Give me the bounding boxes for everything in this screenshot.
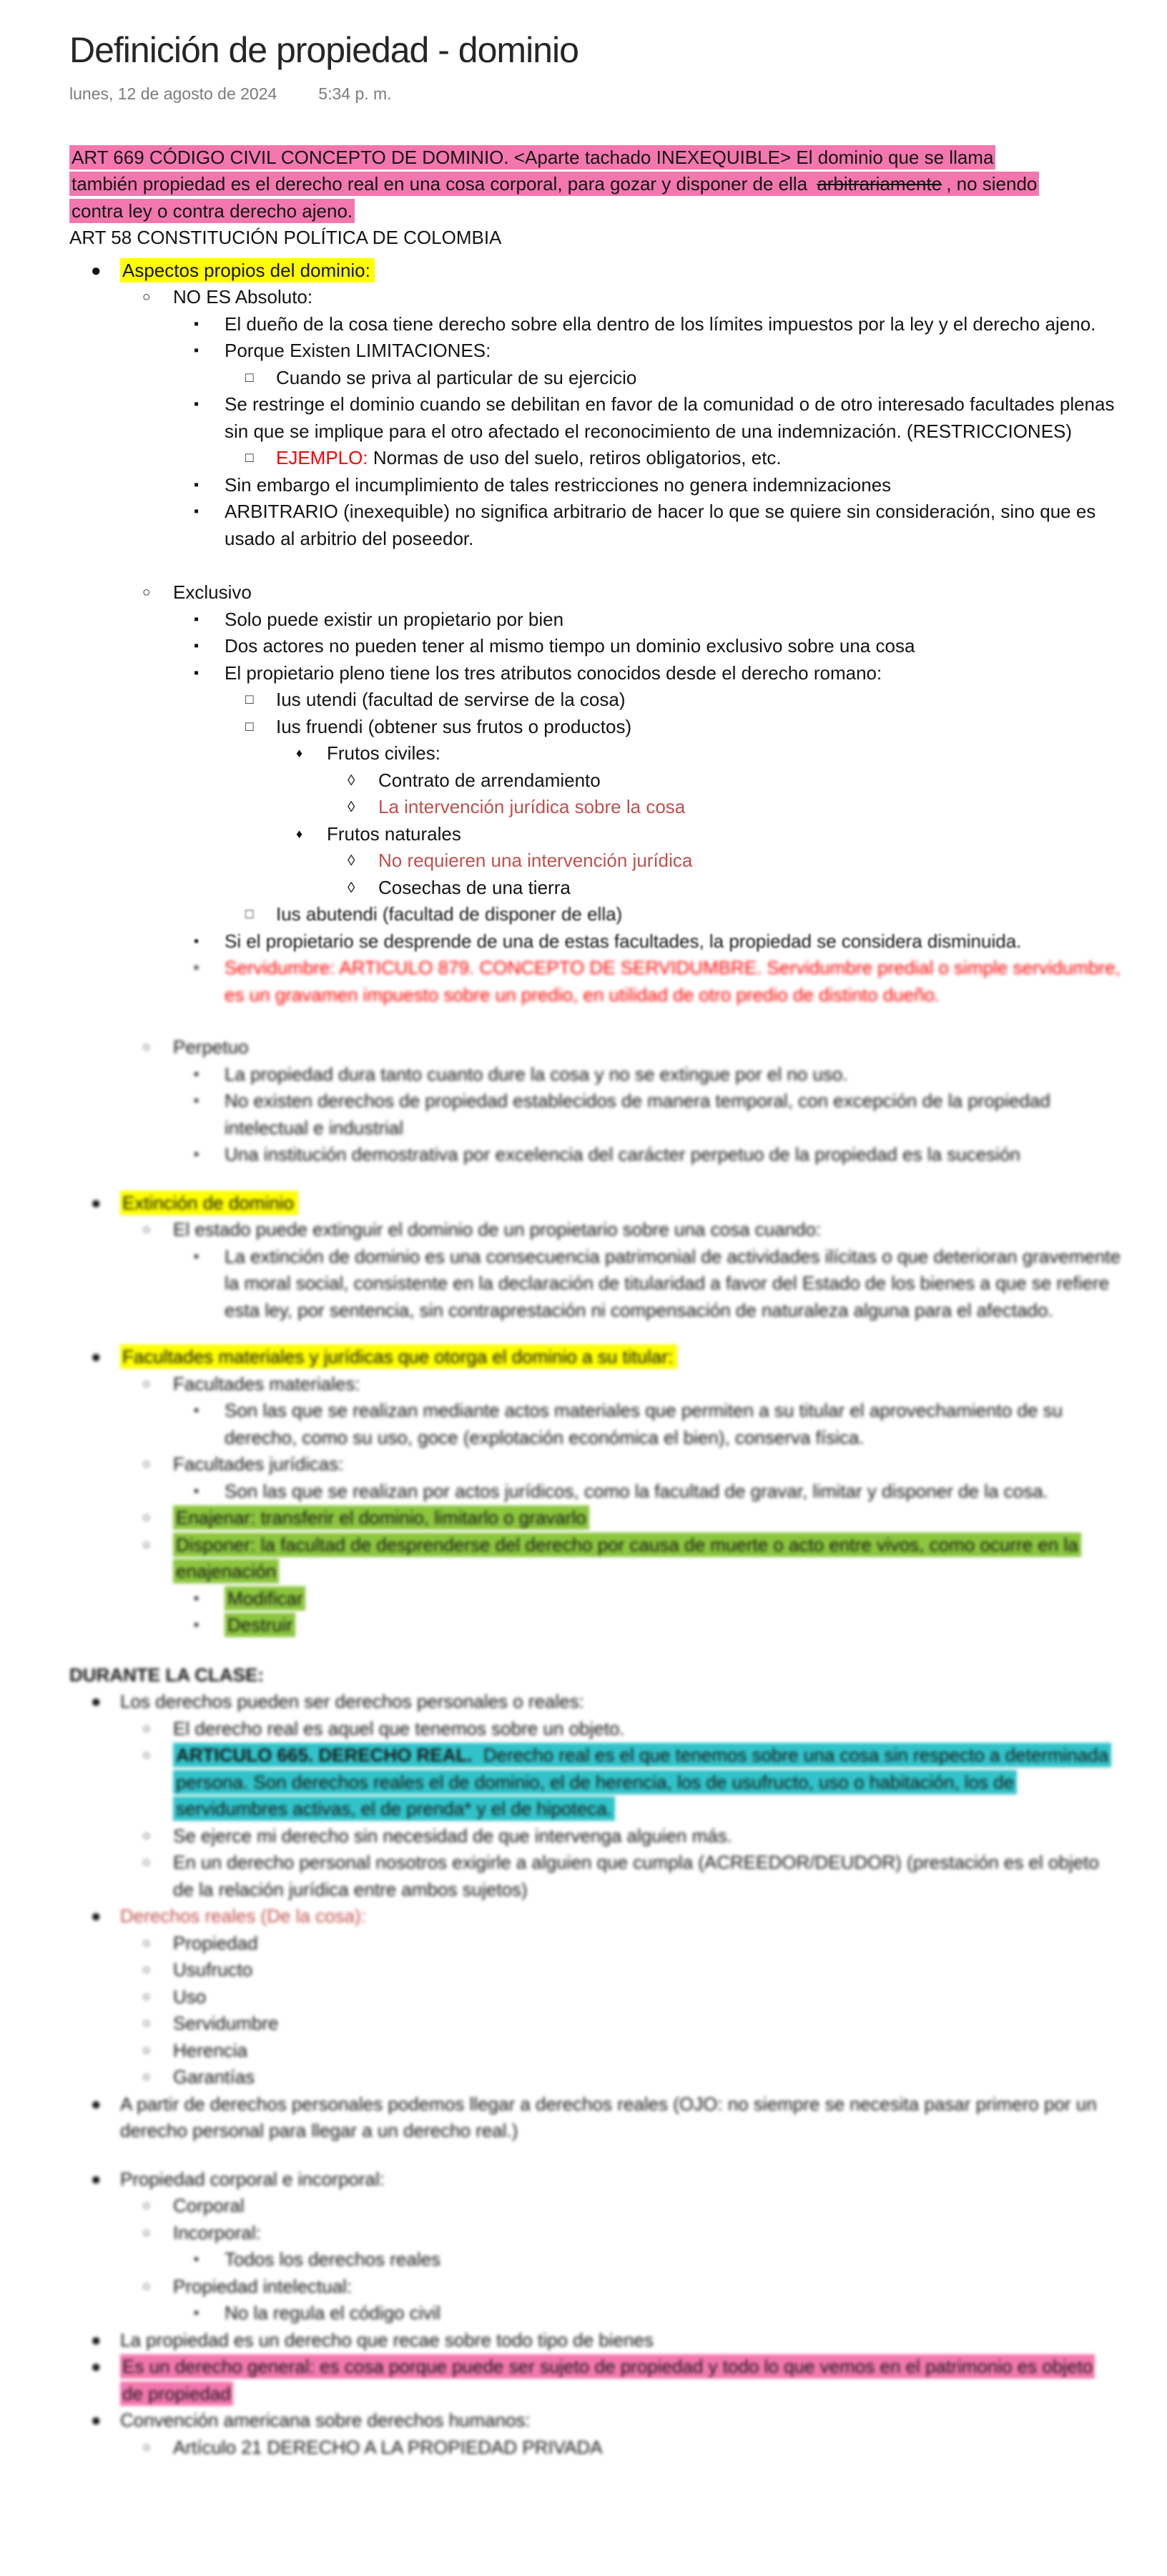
bullet-icon: ▪ <box>194 1093 200 1108</box>
outline-item-text <box>120 2409 531 2431</box>
outline-item-text <box>173 1453 343 1475</box>
text-run: ARBITRARIO (inexequible) no significa arbitrario de hacer lo que se quiere sin consideración, sino que es usado al arbitrio del poseedor. <box>225 501 1096 549</box>
outline-item <box>69 1957 1124 1984</box>
text-run: Propiedad <box>173 1932 258 1954</box>
outline-item <box>69 928 1124 955</box>
page-meta <box>69 83 1124 104</box>
outline-item-text <box>173 2276 352 2297</box>
outline-item-text <box>173 1533 1081 1584</box>
outline-item <box>69 2037 1124 2065</box>
bullet-icon: ○ <box>142 1962 151 1977</box>
outline-item-text <box>225 340 491 361</box>
outline-item <box>69 1742 1124 1823</box>
outline-item-text <box>225 1586 305 1611</box>
bullet-icon: ○ <box>142 1855 151 1870</box>
outline-item-text <box>120 2168 385 2190</box>
outline-item-text <box>173 1959 252 1980</box>
bullet-icon: ○ <box>142 1748 151 1763</box>
text-run: El derecho real es aquel que tenemos sobre un objeto. <box>173 1717 625 1739</box>
outline-item-text <box>276 716 631 737</box>
outline-item-text <box>276 903 622 925</box>
outline-item-text <box>120 1191 298 1215</box>
note-outline <box>69 144 1124 2462</box>
text-run: La propiedad dura tanto cuanto dure la cosa y no se extingue por el no uso. <box>225 1063 848 1085</box>
bullet-icon: ○ <box>142 1040 151 1055</box>
bullet-icon: ▪ <box>194 396 200 412</box>
outline-item <box>69 1216 1124 1244</box>
outline-item <box>69 1823 1124 1850</box>
bullet-icon: ▪ <box>194 343 200 358</box>
text-run: Ius utendi (facultad de servirse de la cosa) <box>276 689 626 710</box>
text-run: Destruir <box>225 1613 295 1637</box>
bullet-icon: ○ <box>142 1721 151 1736</box>
text-run: Propiedad corporal e incorporal: <box>120 2168 385 2190</box>
outline-item-text <box>225 1480 1048 1502</box>
bullet-icon: ● <box>91 1907 102 1926</box>
outline-item <box>69 1344 1101 1371</box>
outline-item <box>69 579 1124 606</box>
outline-item <box>69 1371 1124 1398</box>
bullet-icon: ▪ <box>194 933 200 949</box>
outline-item-text <box>225 957 1121 1006</box>
text-run: El propietario pleno tiene los tres atributos conocidos desde el derecho romano: <box>225 662 882 684</box>
bullet-icon: ▪ <box>194 611 200 627</box>
text-run: La intervención jurídica sobre la cosa <box>378 796 686 817</box>
bullet-icon: ▪ <box>194 638 200 654</box>
outline-item <box>69 875 1124 902</box>
text-run: Son las que se realizan por actos jurídicos, como la facultad de gravar, limitar y disponer de la cosa. <box>225 1480 1048 1502</box>
text-run: Propiedad intelectual: <box>173 2275 353 2297</box>
page-time: 5:34 p. m. <box>318 84 392 103</box>
outline-item-text <box>173 1825 732 1847</box>
outline-item <box>69 2327 1101 2354</box>
outline-item <box>69 1612 1124 1639</box>
text-run: Porque Existen LIMITACIONES: <box>225 340 491 361</box>
outline-item-text <box>120 2354 1095 2406</box>
text-run: Sin embargo el incumplimiento de tales restricciones no genera indemnizaciones <box>225 473 892 496</box>
outline-item-text <box>378 850 692 871</box>
outline-item <box>69 1984 1124 2011</box>
text-run: Ius abutendi (facultad de disponer de ella) <box>276 903 623 925</box>
outline-item-text <box>327 742 440 764</box>
text-run: Es un derecho general: es cosa porque puede ser sujeto de propiedad y todo lo que vemos en el patrimonio es objeto de propiedad <box>120 2354 1095 2406</box>
bullet-icon: ○ <box>142 290 151 305</box>
outline-item <box>69 1505 1124 1532</box>
outline-item-text <box>173 581 252 603</box>
text-run: Exclusivo <box>173 581 252 603</box>
outline-item <box>69 714 1124 741</box>
bullet-icon: ○ <box>142 1989 151 2005</box>
outline-item <box>69 498 1124 552</box>
text-run: Cuando se priva al particular de su ejercicio <box>276 366 637 388</box>
text-run: Herencia <box>173 2039 248 2061</box>
text-run: Garantías <box>173 2066 255 2088</box>
text-run: Servidumbre: ARTICULO 879. CONCEPTO DE SERVIDUMBRE. Servidumbre predial o simple servidumbre, es un gravamen impuesto sobre un predio, en utilidad de otro predio de distinto dueño. <box>225 957 1121 1006</box>
bullet-icon: ◊ <box>348 799 355 815</box>
outline-item <box>69 1244 1124 1324</box>
text-run: Modificar <box>225 1586 305 1611</box>
bullet-icon: □ <box>245 370 254 385</box>
text-run: EJEMPLO: <box>276 447 368 468</box>
text-run: Los derechos pueden ser derechos personales o reales: <box>120 1691 584 1712</box>
outline-item-text <box>173 1219 821 1240</box>
outline-item-text <box>173 2012 278 2034</box>
bullet-icon: ○ <box>142 585 151 600</box>
outline-item <box>69 1662 1050 1689</box>
text-run: A partir de derechos personales podemos llegar a derechos reales (OJO: no siempre se necesita pasar primero por un derecho personal para llegar a un derecho real.) <box>120 2093 1097 2141</box>
bullet-icon: ○ <box>142 2198 151 2213</box>
outline-item-text <box>276 689 625 710</box>
bullet-icon: ● <box>91 2169 102 2189</box>
outline-item <box>69 2220 1124 2247</box>
bullet-icon: ♦ <box>296 746 303 760</box>
text-run: No requieren una intervención jurídica <box>378 850 693 871</box>
outline-item-text <box>173 2040 247 2061</box>
outline-item <box>69 847 1124 875</box>
bullet-icon: ○ <box>142 1935 151 1951</box>
outline-item-text <box>225 609 563 630</box>
bullet-icon: ○ <box>142 2016 151 2031</box>
text-run: Contrato de arrendamiento <box>378 769 601 791</box>
outline-item <box>69 391 1124 445</box>
text-run: Cosechas de una tierra <box>378 876 571 898</box>
outline-item <box>69 794 1124 821</box>
outline-item-text <box>225 1090 1050 1139</box>
bullet-icon: ▪ <box>194 664 200 681</box>
bullet-icon: ● <box>91 1347 102 1367</box>
outline-item <box>69 1451 1124 1478</box>
outline-item <box>69 2091 1101 2145</box>
outline-item-text <box>173 1986 206 2007</box>
bullet-icon: ○ <box>142 1537 151 1553</box>
text-run: , no siendo contra ley o contra derecho ajeno. <box>69 172 1039 223</box>
text-run: arbitrariamente <box>814 172 944 196</box>
bullet-icon: ▪ <box>194 476 200 493</box>
outline-item <box>69 2273 1124 2301</box>
outline-item-text <box>173 2195 245 2216</box>
outline-item-text <box>173 1373 360 1395</box>
outline-item-text <box>173 1932 258 1954</box>
outline-item-text <box>378 770 601 791</box>
text-run: Se restringe el dominio cuando se debilitan en favor de la comunidad o de otro interesado facultades plenas sin que se implique para el otro afectado el reconocimiento de una indemnización. (RESTRICCIONES) <box>225 393 1115 442</box>
text-run: Una institución demostrativa por excelencia del carácter perpetuo de la propiedad es la sucesión <box>225 1144 1020 1165</box>
outline-item-text <box>69 1664 264 1686</box>
outline-item <box>69 2193 1124 2220</box>
outline-item <box>69 2434 1124 2462</box>
text-run: Enajenar: transferir el dominio, limitarlo o gravarlo <box>173 1505 589 1530</box>
bullet-icon: ◊ <box>348 852 355 869</box>
text-run: Incorporal: <box>173 2221 261 2243</box>
outline-item <box>69 1141 1124 1169</box>
outline-item <box>69 767 1124 795</box>
text-run: No existen derechos de propiedad establecidos de manera temporal, con excepción de la propiedad intelectual e industrial <box>225 1090 1050 1139</box>
text-run: ARTICULO 665. DERECHO REAL. <box>173 1743 481 1767</box>
bullet-icon: ● <box>91 1692 102 1711</box>
text-run: Todos los derechos reales <box>225 2248 441 2270</box>
outline-item-text <box>173 286 312 308</box>
bullet-icon: ○ <box>142 1510 151 1525</box>
outline-item-text <box>173 1036 249 1058</box>
bullet-icon: ▪ <box>194 2305 200 2321</box>
bullet-icon: ● <box>91 2330 102 2350</box>
outline-item-text <box>327 823 461 845</box>
outline-item <box>69 1586 1124 1613</box>
outline-item <box>69 1688 1101 1716</box>
text-run: Convención americana sobre derechos humanos: <box>120 2409 531 2431</box>
bullet-icon: ○ <box>142 1376 151 1392</box>
bullet-icon: ▪ <box>194 1483 200 1499</box>
bullet-icon: ● <box>91 2411 102 2430</box>
outline-item <box>69 144 1050 225</box>
outline-item-text <box>69 227 501 248</box>
text-run: Artículo 21 DERECHO A LA PROPIEDAD PRIVADA <box>173 2436 603 2458</box>
bullet-icon: ● <box>91 2094 102 2114</box>
outline-item-text <box>378 877 571 898</box>
outline-item-text <box>225 1246 1121 1321</box>
bullet-icon: ● <box>91 1193 102 1213</box>
outline-item-text <box>225 393 1114 442</box>
bullet-icon: ○ <box>142 1828 151 1844</box>
bullet-icon: ▪ <box>194 1402 200 1418</box>
bullet-icon: □ <box>245 907 254 922</box>
bullet-icon: □ <box>245 451 254 466</box>
text-run: Son las que se realizan mediante actos materiales que permiten a su titular el aprovechamiento de su derecho, como su uso, goce (explotación económica el bien), conserva física. <box>225 1400 1063 1448</box>
text-run: Ius fruendi (obtener sus frutos o productos) <box>276 715 632 737</box>
outline-item-text <box>120 1344 677 1369</box>
bullet-icon: □ <box>245 692 254 707</box>
outline-item <box>69 2300 1124 2327</box>
outline-item-text <box>225 1144 1020 1165</box>
text-run: Perpetuo <box>173 1036 249 1058</box>
text-run: Extinción de dominio <box>120 1191 298 1215</box>
outline-item <box>69 1930 1124 1957</box>
outline-item <box>69 225 1050 252</box>
bullet-icon: ○ <box>142 1457 151 1472</box>
outline-item-text <box>225 662 882 684</box>
outline-item <box>69 284 1124 311</box>
outline-item <box>69 1716 1124 1743</box>
text-run: Derechos reales (De la cosa): <box>120 1905 366 1927</box>
outline-item <box>69 365 1124 392</box>
bullet-icon: ◊ <box>348 879 355 896</box>
text-run: Solo puede existir un propietario por bien <box>225 608 564 630</box>
outline-item <box>69 1190 1101 1217</box>
outline-item-text <box>120 1905 366 1927</box>
bullet-icon: ● <box>91 260 102 280</box>
outline-item-text <box>225 474 891 496</box>
outline-item <box>69 2407 1101 2434</box>
bullet-icon: ▪ <box>194 2251 200 2267</box>
bullet-icon: ○ <box>142 2225 151 2241</box>
bullet-icon: ▪ <box>194 1146 200 1162</box>
spacer <box>69 104 1124 144</box>
outline-item <box>69 1478 1124 1505</box>
outline-item-text <box>69 145 1039 223</box>
bullet-icon: ○ <box>142 2439 151 2455</box>
outline-item <box>69 257 1101 285</box>
outline-item-text <box>225 313 1095 335</box>
outline-item-text <box>225 2248 440 2270</box>
outline-item <box>69 687 1124 714</box>
outline-item-text <box>120 2093 1097 2142</box>
text-run: El dueño de la cosa tiene derecho sobre ella dentro de los límites impuestos por la ley y el derecho ajeno. <box>225 313 1096 335</box>
outline-item <box>69 2354 1101 2407</box>
text-run: Usufructo <box>173 1959 253 1980</box>
outline-item-text <box>173 1505 589 1530</box>
outline-item-text <box>225 1063 848 1085</box>
text-run: Uso <box>173 1985 207 2007</box>
outline-item-text <box>276 447 782 468</box>
text-run: Frutos civiles: <box>327 742 440 764</box>
bullet-icon: ○ <box>142 2042 151 2058</box>
outline-item <box>69 2166 1101 2193</box>
outline-item-text <box>225 1400 1063 1448</box>
outline-item <box>69 338 1124 365</box>
outline-item <box>69 1532 1124 1586</box>
text-run: Facultades materiales: <box>173 1372 360 1395</box>
outline-item <box>69 472 1124 499</box>
outline-item-text <box>225 501 1095 549</box>
bullet-icon: ▪ <box>194 1617 200 1633</box>
bullet-icon: ◊ <box>348 772 355 789</box>
outline-item <box>69 2010 1124 2037</box>
outline-item <box>69 1397 1124 1451</box>
text-run: Aspectos propios del dominio: <box>120 258 375 282</box>
bullet-icon: ▪ <box>194 960 200 975</box>
text-run: En un derecho personal nosotros exigirle a alguien que cumpla (ACREEDOR/DEUDOR) (prestación es el objeto de la relación jurídica entre ambos sujetos) <box>173 1852 1099 1900</box>
bullet-icon: ▪ <box>194 503 200 519</box>
bullet-icon: ▪ <box>194 1590 200 1606</box>
bullet-icon: ○ <box>142 2070 151 2085</box>
outline-item <box>69 633 1124 660</box>
bullet-icon: ▪ <box>194 315 200 332</box>
text-run: La propiedad es un derecho que recae sobre todo tipo de bienes <box>120 2329 654 2351</box>
bullet-icon: ▪ <box>194 1066 200 1082</box>
outline-item <box>69 1034 1124 1061</box>
outline-item <box>69 1061 1124 1088</box>
outline-item <box>69 1903 1101 1930</box>
outline-item-text <box>276 367 636 388</box>
page-title: Definición de propiedad - dominio <box>69 30 578 70</box>
text-run: Facultades materiales y jurídicas que otorga el dominio a su titular: <box>120 1344 677 1369</box>
bullet-icon: □ <box>245 719 254 734</box>
outline-item <box>69 901 1124 928</box>
outline-item-text <box>225 1613 295 1637</box>
outline-item-text <box>225 2302 440 2324</box>
text-run: Dos actores no pueden tener al mismo tiempo un dominio exclusivo sobre una cosa <box>225 635 915 657</box>
text-run: Se ejerce mi derecho sin necesidad de que intervenga alguien más. <box>173 1824 732 1847</box>
text-run: NO ES Absoluto: <box>173 286 313 308</box>
outline-item <box>69 955 1124 1008</box>
text-run: El estado puede extinguir el dominio de un propietario sobre una cosa cuando: <box>173 1219 822 1240</box>
outline-item <box>69 2064 1124 2091</box>
outline-item-text <box>120 2329 654 2351</box>
outline-item-text <box>225 930 1021 952</box>
outline-item-text <box>173 1852 1099 1900</box>
outline-item <box>69 1088 1124 1141</box>
bullet-icon: ● <box>91 2357 102 2376</box>
outline-item-text <box>173 2066 255 2088</box>
outline-item <box>69 445 1124 472</box>
outline-item <box>69 2246 1124 2273</box>
text-run: DURANTE LA CLASE: <box>69 1663 265 1686</box>
text-run: No la regula el código civil <box>225 2302 441 2324</box>
outline-item-text <box>225 635 915 657</box>
bullet-icon: ▪ <box>194 1248 200 1264</box>
text-run: Servidumbre <box>173 2012 279 2034</box>
outline-item-text <box>173 1718 625 1739</box>
text-run: Corporal <box>173 2195 245 2216</box>
outline-item-text <box>173 2222 261 2243</box>
outline-item-text <box>173 2437 603 2458</box>
outline-item <box>69 311 1124 338</box>
text-run: La extinción de dominio es una consecuencia patrimonial de actividades ilícitas o que deterioran gravemente la moral social, consistente en la declaración de titularidad a favor del Estado de los bienes a que se refiere esta ley, por sentencia, sin contraprestación ni compensación de naturaleza alguna para el afectado. <box>225 1245 1121 1321</box>
outline-item-text <box>120 1691 584 1712</box>
text-run: Disponer: la facultad de desprenderse del derecho por causa de muerte o acto entre vivos, como ocurre en la enajenación <box>173 1533 1081 1584</box>
outline-item <box>69 660 1124 687</box>
text-run: ART 669 CÓDIGO CIVIL CONCEPTO DE DOMINIO. <Aparte tachado INEXEQUIBLE> El dominio que se llama también propiedad es el derecho real en una cosa corporal, para gozar y disponer de ella <box>69 145 995 197</box>
page-date: lunes, 12 de agosto de 2024 <box>69 84 277 103</box>
outline-item-text <box>173 1743 1111 1821</box>
outline-item <box>69 821 1124 848</box>
text-run: Si el propietario se desprende de una de estas facultades, la propiedad se considera disminuida. <box>225 930 1022 952</box>
outline-item <box>69 1849 1124 1903</box>
outline-item-text <box>120 258 375 282</box>
outline-item <box>69 740 1124 767</box>
outline-item <box>69 606 1124 634</box>
text-run: Derecho real es el que tenemos sobre una cosa sin respecto a determinada persona. Son derechos reales el de dominio, el de herencia, los de usufructo, uso o habitación, los de servidumbres activas, el de prenda* y el de hipoteca. <box>173 1743 1111 1821</box>
text-run: Facultades jurídicas: <box>173 1453 344 1475</box>
text-run: ART 58 CONSTITUCIÓN POLÍTICA DE COLOMBIA <box>69 227 502 248</box>
bullet-icon: ○ <box>142 2278 151 2294</box>
text-run: Frutos naturales <box>327 822 461 845</box>
bullet-icon: ♦ <box>296 826 303 841</box>
text-run: Normas de uso del suelo, retiros obligatorios, etc. <box>368 447 782 468</box>
outline-item-text <box>378 796 685 817</box>
bullet-icon: ○ <box>142 1222 151 1237</box>
